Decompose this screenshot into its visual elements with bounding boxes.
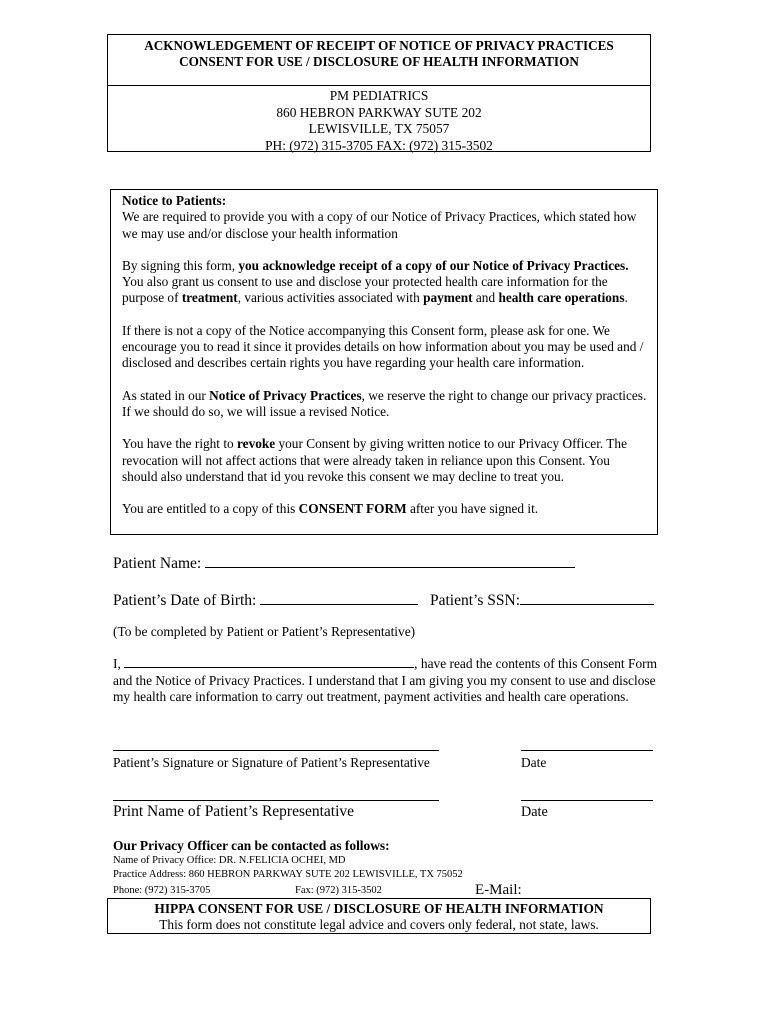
address-line-1: 860 HEBRON PARKWAY SUTE 202 [276, 104, 482, 120]
footer-box [107, 898, 651, 934]
form-title [108, 35, 650, 86]
address-line-2: LEWISVILLE, TX 75057 [308, 121, 450, 136]
p2-bold-operations: health care operations [498, 290, 625, 306]
practice-name: PM PEDIATRICS [329, 88, 429, 103]
privacy-officer-heading: Our Privacy Officer can be contacted as follows: [113, 838, 390, 853]
statement-name-field[interactable] [124, 656, 414, 668]
notice-p1-text: We are required to provide you with a copy of our Notice of Privacy Practices, which stated how we may use and/or disclose your health information [122, 209, 637, 241]
footer-title: HIPPA CONSENT FOR USE / DISCLOSURE OF HEALTH INFORMATION [154, 901, 604, 916]
officer-phone: Phone: (972) 315-3705 [113, 885, 211, 896]
officer-fax: Fax: (972) 315-3502 [295, 885, 382, 896]
footer-disclaimer: This form does not constitute legal advice and covers only federal, not state, laws. [159, 917, 599, 932]
p4-text-a: As stated in our [122, 387, 210, 403]
phone-fax: PH: (972) 315-3705 FAX: (972) 315-3502 [265, 137, 493, 153]
header-box [107, 34, 651, 152]
p6-bold-consent-form: CONSENT FORM [298, 501, 407, 517]
notice-paragraph-5 [122, 436, 647, 485]
p2-bold-treatment: treatment [181, 290, 238, 306]
p2-text-e: , various activities associated with [237, 290, 424, 306]
signature-date-line[interactable] [521, 750, 653, 751]
statement-prefix: I, [113, 656, 121, 671]
p5-bold-revoke: revoke [237, 436, 276, 452]
p2-text-a: By signing this form, [122, 257, 239, 273]
title-line-2: CONSENT FOR USE / DISCLOSURE OF HEALTH INFORMATION [179, 54, 579, 69]
p5-text-c: your Consent by giving written notice to our Privacy Officer. The revocation will not affect actions that were already taken in reliance upon this Consent. You should also understand that id you revoke this consent we may decline to treat you. [122, 436, 627, 484]
patient-name-row [113, 553, 575, 573]
consent-statement [113, 656, 658, 706]
p4-bold-npp: Notice of Privacy Practices [209, 387, 362, 403]
signature-line[interactable] [113, 750, 439, 751]
statement-text: , have read the contents of this Consent Form and the Notice of Privacy Practices. I understand that I am giving you my consent to use and disclose my health care information to carry out treatment, payment activities and health care operations. [113, 656, 658, 704]
p4-text-c: , we reserve the right to change our privacy practices. If we should do so, we will issue a revised Notice. [122, 387, 647, 419]
patient-name-label: Patient Name: [113, 555, 202, 572]
notice-paragraph-6 [122, 501, 647, 517]
ssn-field[interactable] [520, 590, 654, 605]
signature-date-label: Date [521, 755, 547, 770]
notice-paragraph-2 [122, 258, 647, 307]
p5-text-a: You have the right to [122, 436, 237, 452]
practice-info [108, 86, 650, 154]
privacy-officer-name: Name of Privacy Office: DR. N.FELICIA OCHEI, MD [113, 855, 346, 866]
p2-text-g: and [472, 290, 499, 306]
practice-address: Practice Address: 860 HEBRON PARKWAY SUTE 202 LEWISVILLE, TX 75052 [113, 869, 463, 880]
p6-text-a: You are entitled to a copy of this [122, 501, 299, 517]
dob-field[interactable] [260, 590, 418, 605]
patient-name-field[interactable] [205, 553, 575, 568]
print-name-label: Print Name of Patient’s Representative [113, 803, 355, 820]
notice-paragraph-3: If there is not a copy of the Notice accompanying this Consent form, please ask for one. We encourage you to read it since it provides details on how information about you may be used and / disclosed and describes certain rights you have regarding your health care information. [122, 322, 644, 371]
p2-text-i: . [624, 290, 628, 306]
officer-email-label: E-Mail: [475, 882, 522, 898]
dob-label: Patient’s Date of Birth: [113, 592, 257, 609]
title-line-1: ACKNOWLEDGEMENT OF RECEIPT OF NOTICE OF PRIVACY PRACTICES [144, 38, 614, 53]
print-name-line[interactable] [113, 800, 439, 801]
print-date-label: Date [521, 804, 548, 820]
dob-row [113, 590, 418, 610]
notice-heading: Notice to Patients: [122, 193, 227, 208]
ssn-label: Patient’s SSN: [430, 592, 521, 609]
print-date-line[interactable] [521, 800, 653, 801]
p2-bold-acknowledge: you acknowledge receipt of a copy of our Notice of Privacy Practices. [238, 257, 629, 273]
notice-paragraph-1 [122, 193, 647, 242]
notice-box [110, 189, 658, 535]
ssn-row [430, 590, 654, 610]
p2-bold-payment: payment [423, 290, 473, 306]
p2-text-c: You also grant us consent to use and disclose your protected health care information for the purpose of [122, 274, 608, 306]
signature-label: Patient’s Signature or Signature of Patient’s Representative [113, 755, 430, 770]
p6-text-c: after you have signed it. [406, 501, 539, 517]
notice-paragraph-4 [122, 388, 647, 421]
completion-note: (To be completed by Patient or Patient’s Representative) [113, 624, 416, 639]
